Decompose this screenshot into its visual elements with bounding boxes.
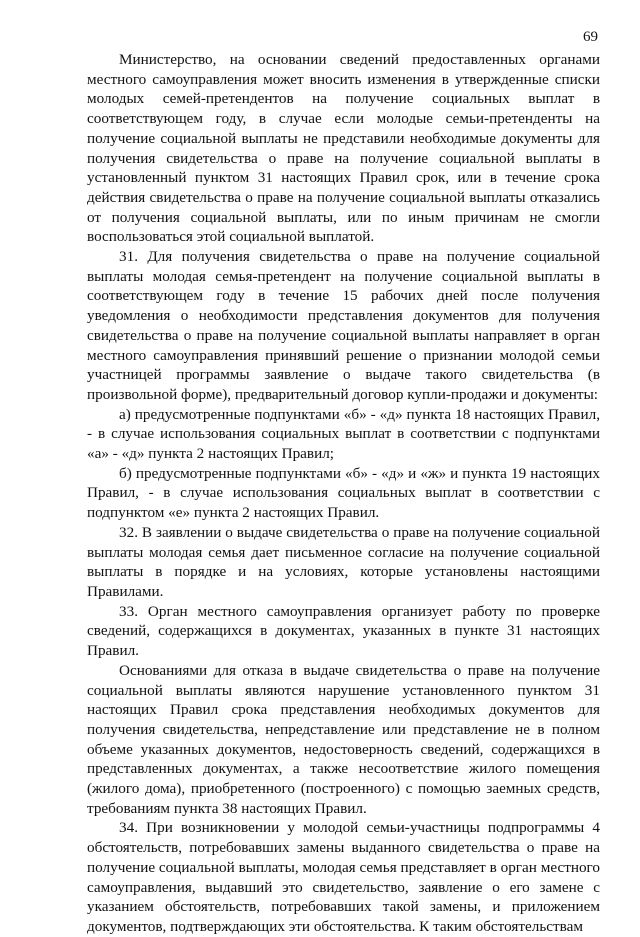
paragraph-34: 34. При возникновении у молодой семьи-участницы подпрограммы 4 обстоятельств, потребовавших замены выданного свидетельства о праве на получение социальной выплаты, молодая семья представляет в орган местного самоуправления, выдавший это свидетельство, заявление о его замене с указанием обстоятельств, потребовавших такой замены, и приложением документов, подтверждающих эти обстоятельства. К таким обстоятельствам bbox=[87, 819, 600, 935]
paragraph-refusal-grounds: Основаниями для отказа в выдаче свидетельства о праве на получение социальной выплаты являются нарушение установленного пунктом 31 настоящих Правил срока представления необходимых документов для получения свидетельства, непредставление или представление не в полном объеме указанных документов, недостоверность сведений, содержащихся в представленных документах, а также несоответствие жилого помещения (жилого дома), приобретенного (построенного) с помощью заемных средств, требованиям пункта 38 настоящих Правил. bbox=[87, 661, 600, 817]
paragraph-31: 31. Для получения свидетельства о праве на получение социальной выплаты молодая семья-претендент на получение социальной выплаты в соответствующем году в течение 15 рабочих дней после получения уведомления о необходимости представления документов для получения свидетельства о праве на получение социальной выплаты направляет в орган местного самоуправления принявший решение о признании молодой семьи участницей программы заявление о выдаче такого свидетельства (в произвольной форме), предварительный договор купли-продажи и документы: bbox=[87, 248, 600, 403]
paragraph-32: 32. В заявлении о выдаче свидетельства о праве на получение социальной выплаты молодая семья дает письменное согласие на получение социальной выплаты в порядке и на условиях, которые установлены настоящими Правилами. bbox=[87, 523, 600, 600]
paragraph-33: 33. Орган местного самоуправления организует работу по проверке сведений, содержащихся в документах, указанных в пункте 31 настоящих Правил. bbox=[87, 602, 600, 660]
paragraph-31-a: а) предусмотренные подпунктами «б» - «д» пункта 18 настоящих Правил, - в случае использования социальных выплат в соответствии с подпунктами «а» - «д» пункта 2 настоящих Правил; bbox=[87, 405, 600, 463]
paragraph-31-b: б) предусмотренные подпунктами «б» - «д» и «ж» и пункта 19 настоящих Правил, - в случае использования социальных выплат в соответствии с подпунктом «е» пункта 2 настоящих Правил. bbox=[87, 464, 600, 522]
page-number: 69 bbox=[583, 29, 598, 45]
paragraph-ministry-changes: Министерство, на основании сведений предоставленных органами местного самоуправления может вносить изменения в утвержденные списки молодых семей-претендентов на получение социальных выплат в соответствующем году, в случае если молодые семьи-претенденты на получение социальной выплаты не представили необходимые документы для получения свидетельства о праве на получение социальной выплаты в установленный пунктом 31 настоящих Правил срок, или в течение срока действия свидетельства о праве на получение социальной выплаты отказались от получения социальной выплаты, или по иным причинам не смогли воспользоваться этой социальной выплатой. bbox=[87, 51, 600, 246]
document-body bbox=[87, 50, 600, 937]
